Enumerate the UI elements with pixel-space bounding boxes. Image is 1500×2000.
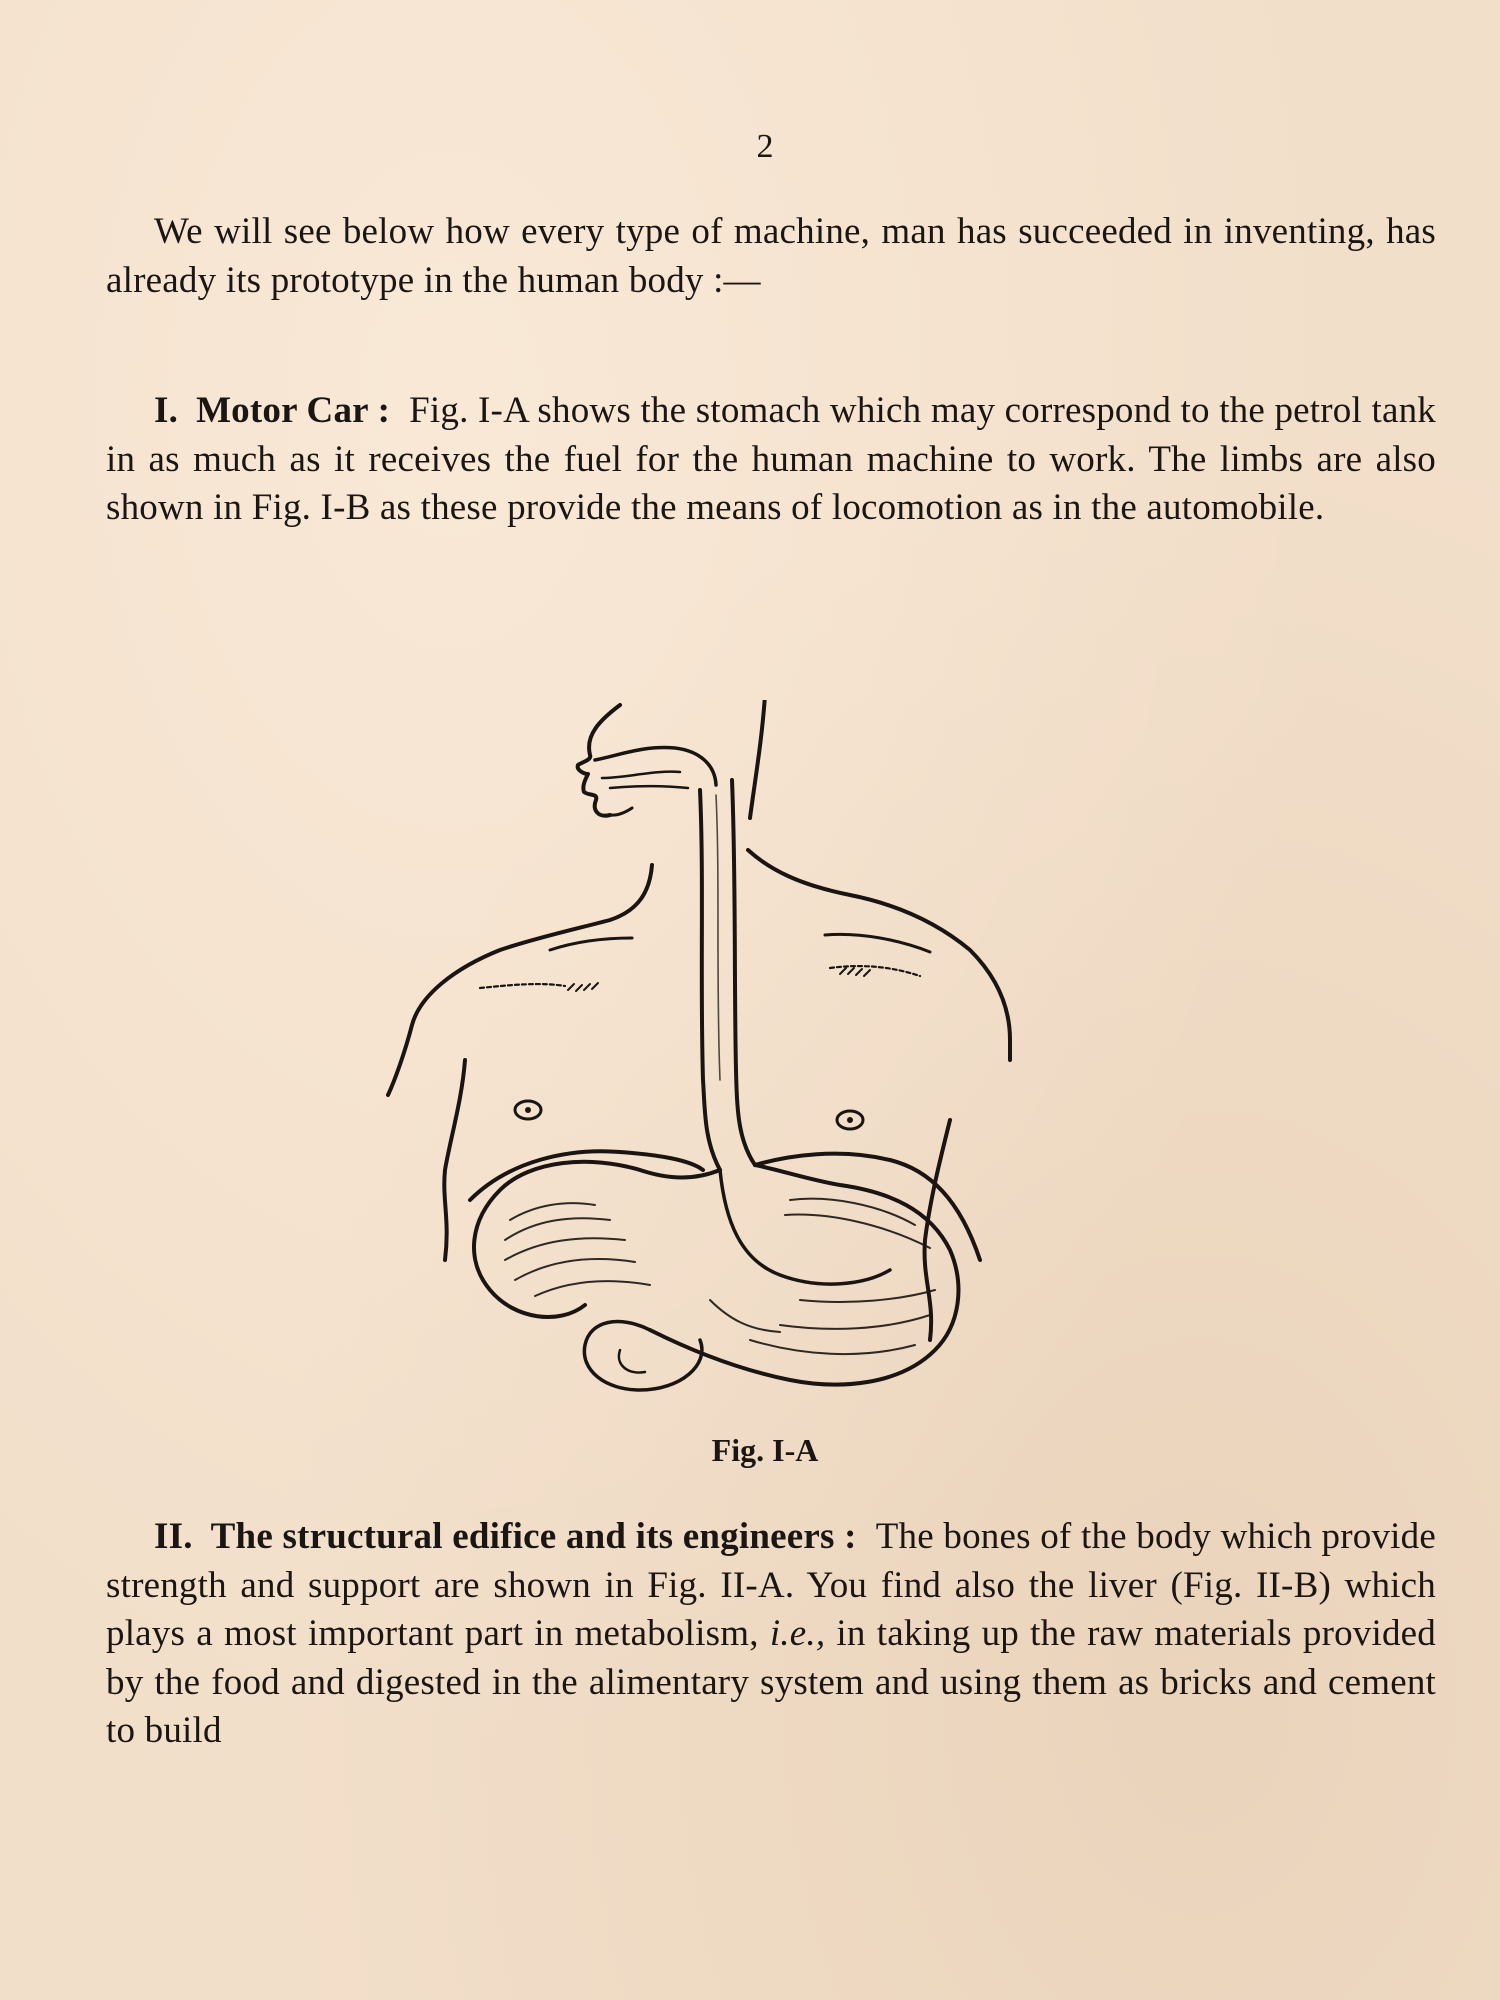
- structural-text-part-2: in taking up the raw materials provided by the food and digested in the alimentary system and using them as bricks and cement to build: [106, 1613, 1436, 1751]
- motor-car-paragraph: [106, 387, 1436, 533]
- intro-paragraph: [106, 208, 1436, 305]
- section-numeral-1: I.: [154, 390, 179, 431]
- section-numeral-2: II.: [154, 1516, 193, 1557]
- figure-stomach-illustration: [370, 700, 1150, 1400]
- structural-text-part-1: The bones of the body which provide strength and support are shown in Fig. II-A. You find also the liver (Fig. II-B) which plays a most important part in metabolism,: [106, 1516, 1436, 1654]
- stomach-illustration-svg: [370, 700, 1150, 1400]
- intro-text: We will see below how every type of machine, man has succeeded in inventing, has already its prototype in the human body :—: [106, 211, 1436, 301]
- section-heading-structural: The structural edifice and its engineers :: [210, 1516, 857, 1557]
- figure-caption: Fig. I-A: [711, 1432, 819, 1468]
- structural-text-italic: i.e.,: [769, 1613, 826, 1654]
- motor-car-text: Fig. I-A shows the stomach which may correspond to the petrol tank in as much as it receives the fuel for the human machine to work. The limbs are also shown in Fig. I-B as these provide the means of locomotion as in the automobile.: [106, 390, 1436, 528]
- page-number: 2: [756, 128, 774, 165]
- structural-paragraph: [106, 1513, 1436, 1756]
- section-heading-motor-car: Motor Car :: [196, 390, 391, 431]
